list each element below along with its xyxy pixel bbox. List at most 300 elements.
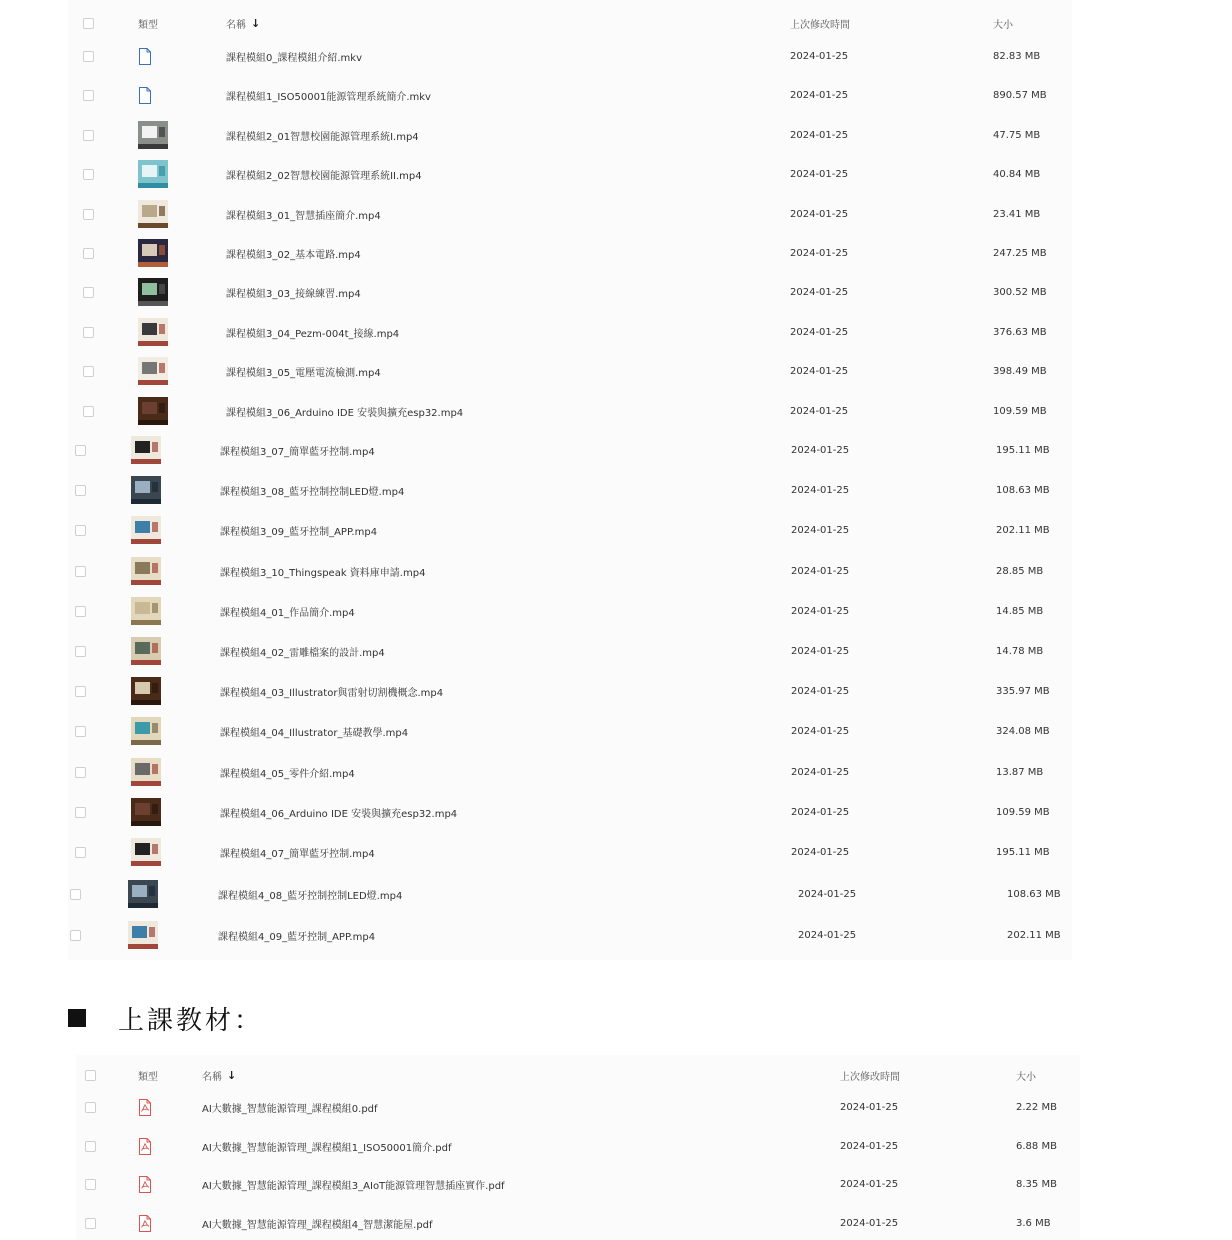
file-name-cell[interactable] xyxy=(220,716,408,746)
file-name-cell[interactable] xyxy=(220,676,443,706)
file-size-cell xyxy=(1007,879,1061,909)
video-thumbnail xyxy=(131,637,161,665)
file-name[interactable]: 課程模組3_09_藍牙控制_APP.mp4 xyxy=(220,526,378,538)
file-size-cell xyxy=(996,636,1043,666)
modified-date: 2024-01-25 xyxy=(790,129,849,141)
file-size-cell xyxy=(996,475,1050,505)
checkbox-box[interactable] xyxy=(85,1179,96,1190)
file-name[interactable]: 課程模組4_05_零件介紹.mp4 xyxy=(220,768,355,780)
table-row[interactable] xyxy=(68,920,1072,950)
table-row[interactable] xyxy=(68,159,1072,189)
modified-date: 2024-01-25 xyxy=(791,766,850,778)
modified-date-cell xyxy=(790,120,848,150)
video-thumbnail xyxy=(131,597,161,625)
type-cell xyxy=(138,159,168,189)
file-size: 202.11 MB xyxy=(996,524,1050,536)
checkbox-box[interactable] xyxy=(85,1070,96,1081)
modified-date-cell xyxy=(791,515,849,545)
row-checkbox[interactable] xyxy=(75,757,86,787)
type-cell xyxy=(131,475,161,505)
file-name-cell[interactable] xyxy=(220,797,457,827)
file-size-cell xyxy=(993,120,1040,150)
file-name-cell[interactable] xyxy=(220,596,355,626)
file-size-cell xyxy=(993,80,1047,110)
row-checkbox[interactable] xyxy=(83,317,94,347)
square-bullet-icon xyxy=(68,1009,86,1027)
table-row[interactable] xyxy=(68,636,1072,666)
row-checkbox[interactable] xyxy=(83,356,94,386)
table-row[interactable] xyxy=(68,277,1072,307)
table-row[interactable] xyxy=(68,797,1072,827)
file-size-cell xyxy=(993,356,1047,386)
file-name-cell[interactable] xyxy=(220,556,425,586)
file-name[interactable]: 課程模組3_10_Thingspeak 資料庫申請.mp4 xyxy=(220,567,426,579)
name-header-label: 名稱 xyxy=(202,1071,222,1083)
table-row[interactable] xyxy=(68,435,1072,465)
checkbox-box[interactable] xyxy=(70,889,81,900)
file-name[interactable]: 課程模組4_07_簡單藍牙控制.mp4 xyxy=(220,848,375,860)
video-thumbnail xyxy=(138,121,168,149)
row-checkbox[interactable] xyxy=(75,515,86,545)
modified-date: 2024-01-25 xyxy=(791,645,850,657)
table-row[interactable] xyxy=(68,475,1072,505)
table-row[interactable] xyxy=(68,396,1072,426)
file-name-cell[interactable] xyxy=(220,475,404,505)
table-row[interactable] xyxy=(68,716,1072,746)
row-checkbox[interactable] xyxy=(75,716,86,746)
table-row[interactable] xyxy=(68,317,1072,347)
video-thumbnail xyxy=(131,557,161,585)
file-name-cell[interactable] xyxy=(202,1208,433,1238)
file-name-cell[interactable] xyxy=(218,879,402,909)
table-row[interactable] xyxy=(68,837,1072,867)
file-size: 398.49 MB xyxy=(993,365,1047,377)
modified-date: 2024-01-25 xyxy=(790,89,849,101)
modified-date-cell xyxy=(791,716,849,746)
checkbox-box[interactable] xyxy=(83,209,94,220)
file-name[interactable]: 課程模組3_01_智慧插座簡介.mp4 xyxy=(226,210,381,222)
row-checkbox[interactable] xyxy=(85,1092,96,1122)
modified-date: 2024-01-25 xyxy=(790,365,849,377)
file-name[interactable]: 課程模組3_06_Arduino IDE 安裝與擴充esp32.mp4 xyxy=(226,407,464,419)
modified-date-cell xyxy=(790,41,848,71)
row-checkbox[interactable] xyxy=(83,159,94,189)
video-thumbnail xyxy=(131,476,161,504)
modified-column-header[interactable] xyxy=(790,8,850,38)
type-cell xyxy=(138,80,152,110)
modified-date: 2024-01-25 xyxy=(798,929,857,941)
table-row[interactable] xyxy=(68,556,1072,586)
file-size: 3.6 MB xyxy=(1016,1217,1051,1229)
row-checkbox[interactable] xyxy=(75,435,86,465)
modified-date-cell xyxy=(840,1208,898,1238)
type-header-label: 類型 xyxy=(138,19,158,31)
file-size: 8.35 MB xyxy=(1016,1178,1057,1190)
type-column-header[interactable] xyxy=(138,8,158,38)
checkbox-box[interactable] xyxy=(75,807,86,818)
type-cell xyxy=(131,556,161,586)
type-cell xyxy=(131,716,161,746)
file-size: 300.52 MB xyxy=(993,286,1047,298)
modified-date-cell xyxy=(798,879,856,909)
file-size: 890.57 MB xyxy=(993,89,1047,101)
row-checkbox[interactable] xyxy=(85,1208,96,1238)
video-thumbnail xyxy=(131,798,161,826)
table-row[interactable] xyxy=(68,356,1072,386)
checkbox-box[interactable] xyxy=(75,445,86,456)
file-name[interactable]: 課程模組4_09_藍牙控制_APP.mp4 xyxy=(218,931,376,943)
file-name[interactable]: 課程模組3_04_Pezm-004t_接線.mp4 xyxy=(226,328,400,340)
file-name-cell[interactable] xyxy=(226,120,419,150)
file-size-cell xyxy=(1007,920,1061,950)
checkbox-box[interactable] xyxy=(75,566,86,577)
checkbox-box[interactable] xyxy=(83,327,94,338)
modified-date: 2024-01-25 xyxy=(840,1140,899,1152)
checkbox-box[interactable] xyxy=(85,1141,96,1152)
modified-date: 2024-01-25 xyxy=(840,1101,899,1113)
checkbox-box[interactable] xyxy=(83,130,94,141)
file-name[interactable]: AI大數據_智慧能源管理_課程模組0.pdf xyxy=(202,1103,378,1115)
type-column-header[interactable] xyxy=(138,1060,158,1090)
type-cell xyxy=(138,277,168,307)
file-size: 40.84 MB xyxy=(993,168,1041,180)
file-icon xyxy=(138,47,152,66)
row-checkbox[interactable] xyxy=(85,1169,96,1199)
file-size: 14.78 MB xyxy=(996,645,1044,657)
size-header-label: 大小 xyxy=(993,19,1013,31)
modified-date-cell xyxy=(791,636,849,666)
modified-header-label: 上次修改時間 xyxy=(840,1071,900,1083)
modified-date-cell xyxy=(791,435,849,465)
pdf-icon xyxy=(138,1137,152,1156)
modified-date-cell xyxy=(791,475,849,505)
file-name[interactable]: 課程模組4_03_Illustrator與雷射切割機概念.mp4 xyxy=(220,687,444,699)
file-size: 108.63 MB xyxy=(1007,888,1061,900)
file-size: 202.11 MB xyxy=(1007,929,1061,941)
file-name[interactable]: 課程模組0_課程模組介紹.mkv xyxy=(226,52,362,64)
type-cell xyxy=(128,920,158,950)
file-size-cell xyxy=(996,435,1050,465)
file-size: 6.88 MB xyxy=(1016,1140,1057,1152)
type-cell xyxy=(138,1169,152,1199)
type-cell xyxy=(131,636,161,666)
modified-date: 2024-01-25 xyxy=(790,326,849,338)
modified-date: 2024-01-25 xyxy=(798,888,857,900)
file-name[interactable]: 課程模組4_01_作品簡介.mp4 xyxy=(220,607,355,619)
file-name[interactable]: 課程模組4_04_Illustrator_基礎教學.mp4 xyxy=(220,727,409,739)
modified-date-cell xyxy=(791,837,849,867)
checkbox-box[interactable] xyxy=(83,90,94,101)
file-name[interactable]: 課程模組4_02_雷雕檔案的設計.mp4 xyxy=(220,647,385,659)
video-thumbnail xyxy=(131,838,161,866)
modified-date: 2024-01-25 xyxy=(790,405,849,417)
row-checkbox[interactable] xyxy=(70,920,81,950)
row-checkbox[interactable] xyxy=(83,199,94,229)
checkbox-box[interactable] xyxy=(75,646,86,657)
video-thumbnail xyxy=(138,318,168,346)
checkbox-box[interactable] xyxy=(75,726,86,737)
checkbox-box[interactable] xyxy=(70,930,81,941)
file-size-cell xyxy=(996,797,1050,827)
file-size-cell xyxy=(1016,1131,1057,1161)
file-name[interactable]: 課程模組1_ISO50001能源管理系統簡介.mkv xyxy=(226,91,431,103)
video-thumbnail xyxy=(138,160,168,188)
modified-date-cell xyxy=(791,676,849,706)
modified-date-cell xyxy=(790,317,848,347)
type-cell xyxy=(138,1092,152,1122)
file-name[interactable]: 課程模組4_06_Arduino IDE 安裝與擴充esp32.mp4 xyxy=(220,808,458,820)
modified-date-cell xyxy=(790,159,848,189)
select-all-checkbox[interactable] xyxy=(83,8,94,38)
file-name-cell[interactable] xyxy=(220,636,385,666)
file-size: 195.11 MB xyxy=(996,846,1050,858)
table-row[interactable] xyxy=(68,676,1072,706)
type-cell xyxy=(131,596,161,626)
file-name-cell[interactable] xyxy=(226,199,381,229)
checkbox-box[interactable] xyxy=(75,525,86,536)
sort-descending-icon[interactable]: ↓ xyxy=(251,16,261,30)
video-thumbnail xyxy=(131,516,161,544)
video-thumbnail xyxy=(131,677,161,705)
modified-date: 2024-01-25 xyxy=(791,484,850,496)
row-checkbox[interactable] xyxy=(75,636,86,666)
file-size-cell xyxy=(993,238,1047,268)
file-name-cell[interactable] xyxy=(202,1092,378,1122)
modified-date-cell xyxy=(791,556,849,586)
checkbox-box[interactable] xyxy=(85,1102,96,1113)
name-header-label: 名稱 xyxy=(226,19,246,31)
file-name-cell[interactable] xyxy=(202,1131,452,1161)
row-checkbox[interactable] xyxy=(75,556,86,586)
checkbox-box[interactable] xyxy=(83,18,94,29)
row-checkbox[interactable] xyxy=(83,41,94,71)
type-cell xyxy=(138,356,168,386)
file-size: 14.85 MB xyxy=(996,605,1044,617)
modified-date-cell xyxy=(790,277,848,307)
file-name[interactable]: 課程模組3_03_接線練習.mp4 xyxy=(226,288,361,300)
table-row[interactable] xyxy=(76,1092,1080,1122)
checkbox-box[interactable] xyxy=(75,847,86,858)
checkbox-box[interactable] xyxy=(83,287,94,298)
file-size-cell xyxy=(1016,1092,1057,1122)
document-file-list xyxy=(76,1055,1080,1240)
table-row[interactable] xyxy=(68,41,1072,71)
row-checkbox[interactable] xyxy=(75,797,86,827)
video-thumbnail xyxy=(128,921,158,949)
file-size: 108.63 MB xyxy=(996,484,1050,496)
file-size-cell xyxy=(993,159,1040,189)
file-name-cell[interactable] xyxy=(218,920,375,950)
modified-date-cell xyxy=(791,596,849,626)
select-all-checkbox[interactable] xyxy=(85,1060,96,1090)
table-row[interactable] xyxy=(68,596,1072,626)
checkbox-box[interactable] xyxy=(83,366,94,377)
section-heading-text: 上課教材： xyxy=(118,1005,264,1036)
row-checkbox[interactable] xyxy=(75,475,86,505)
table-row[interactable] xyxy=(68,879,1072,909)
file-name-cell[interactable] xyxy=(220,515,377,545)
modified-date-cell xyxy=(790,356,848,386)
file-size-cell xyxy=(996,596,1043,626)
modified-date-cell xyxy=(840,1169,898,1199)
file-name[interactable]: 課程模組3_07_簡單藍牙控制.mp4 xyxy=(220,446,375,458)
type-cell xyxy=(131,837,161,867)
file-size-cell xyxy=(993,277,1047,307)
type-cell xyxy=(131,435,161,465)
file-name[interactable]: 課程模組3_08_藍牙控制控制LED燈.mp4 xyxy=(220,486,405,498)
video-thumbnail xyxy=(138,397,168,425)
table-header xyxy=(68,8,1072,38)
table-row[interactable] xyxy=(76,1208,1080,1238)
section-heading xyxy=(68,998,263,1038)
file-size: 13.87 MB xyxy=(996,766,1044,778)
size-header-label: 大小 xyxy=(1016,1071,1036,1083)
row-checkbox[interactable] xyxy=(85,1131,96,1161)
modified-column-header[interactable] xyxy=(840,1060,900,1090)
table-row[interactable] xyxy=(76,1131,1080,1161)
file-name[interactable]: AI大數據_智慧能源管理_課程模組4_智慧潔能屋.pdf xyxy=(202,1219,433,1231)
row-checkbox[interactable] xyxy=(83,120,94,150)
checkbox-box[interactable] xyxy=(83,169,94,180)
file-name-cell[interactable] xyxy=(220,435,375,465)
file-name[interactable]: 課程模組2_02智慧校園能源管理系統II.mp4 xyxy=(226,170,422,182)
file-size: 47.75 MB xyxy=(993,129,1041,141)
modified-header-label: 上次修改時間 xyxy=(790,19,850,31)
modified-date: 2024-01-25 xyxy=(790,247,849,259)
row-checkbox[interactable] xyxy=(83,396,94,426)
modified-date: 2024-01-25 xyxy=(791,565,850,577)
row-checkbox[interactable] xyxy=(75,596,86,626)
file-name[interactable]: AI大數據_智慧能源管理_課程模組3_AIoT能源管理智慧插座實作.pdf xyxy=(202,1180,505,1192)
table-row[interactable] xyxy=(76,1169,1080,1199)
file-name-cell[interactable] xyxy=(226,159,422,189)
pdf-icon xyxy=(138,1098,152,1117)
type-cell xyxy=(138,120,168,150)
file-name-cell[interactable] xyxy=(226,41,362,71)
modified-date-cell xyxy=(840,1131,898,1161)
modified-date: 2024-01-25 xyxy=(840,1178,899,1190)
file-name[interactable]: AI大數據_智慧能源管理_課程模組1_ISO50001簡介.pdf xyxy=(202,1142,452,1154)
file-name-cell[interactable] xyxy=(226,317,399,347)
table-header xyxy=(76,1060,1080,1090)
file-size: 376.63 MB xyxy=(993,326,1047,338)
file-size: 109.59 MB xyxy=(996,806,1050,818)
video-thumbnail xyxy=(138,357,168,385)
file-name-cell[interactable] xyxy=(226,277,361,307)
file-name[interactable]: 課程模組3_05_電壓電流檢測.mp4 xyxy=(226,367,381,379)
modified-date: 2024-01-25 xyxy=(791,685,850,697)
table-row[interactable] xyxy=(68,80,1072,110)
checkbox-box[interactable] xyxy=(83,51,94,62)
file-size: 324.08 MB xyxy=(996,725,1050,737)
table-row[interactable] xyxy=(68,757,1072,787)
type-cell xyxy=(131,757,161,787)
row-checkbox[interactable] xyxy=(83,238,94,268)
type-cell xyxy=(138,199,168,229)
checkbox-box[interactable] xyxy=(75,606,86,617)
modified-date: 2024-01-25 xyxy=(790,208,849,220)
file-name-cell[interactable] xyxy=(202,1169,505,1199)
file-size-cell xyxy=(1016,1169,1057,1199)
file-size-cell xyxy=(996,716,1050,746)
file-size-cell xyxy=(1016,1208,1051,1238)
checkbox-box[interactable] xyxy=(75,686,86,697)
file-size: 109.59 MB xyxy=(993,405,1047,417)
modified-date: 2024-01-25 xyxy=(791,524,850,536)
type-cell xyxy=(131,797,161,827)
file-name-cell[interactable] xyxy=(226,238,361,268)
row-checkbox[interactable] xyxy=(75,676,86,706)
file-name[interactable]: 課程模組3_02_基本電路.mp4 xyxy=(226,249,361,261)
modified-date: 2024-01-25 xyxy=(791,846,850,858)
file-size: 28.85 MB xyxy=(996,565,1044,577)
modified-date-cell xyxy=(791,797,849,827)
row-checkbox[interactable] xyxy=(83,80,94,110)
video-thumbnail xyxy=(131,758,161,786)
file-size-cell xyxy=(996,515,1050,545)
type-cell xyxy=(138,1131,152,1161)
video-thumbnail xyxy=(128,880,158,908)
name-column-header[interactable] xyxy=(202,1060,236,1090)
type-header-label: 類型 xyxy=(138,1071,158,1083)
file-name-cell[interactable] xyxy=(226,356,381,386)
file-size: 195.11 MB xyxy=(996,444,1050,456)
type-cell xyxy=(128,879,158,909)
file-size-cell xyxy=(996,837,1050,867)
table-row[interactable] xyxy=(68,238,1072,268)
video-file-list xyxy=(68,0,1072,960)
video-thumbnail xyxy=(131,436,161,464)
modified-date-cell xyxy=(790,199,848,229)
file-name-cell[interactable] xyxy=(226,396,463,426)
modified-date: 2024-01-25 xyxy=(791,725,850,737)
file-name-cell[interactable] xyxy=(220,757,355,787)
file-name[interactable]: 課程模組4_08_藍牙控制控制LED燈.mp4 xyxy=(218,890,403,902)
sort-descending-icon[interactable]: ↓ xyxy=(227,1068,237,1082)
type-cell xyxy=(138,396,168,426)
checkbox-box[interactable] xyxy=(75,767,86,778)
modified-date-cell xyxy=(790,80,848,110)
type-cell xyxy=(138,1208,152,1238)
size-column-header[interactable] xyxy=(993,8,1013,38)
table-row[interactable] xyxy=(68,515,1072,545)
file-name[interactable]: 課程模組2_01智慧校園能源管理系統I.mp4 xyxy=(226,131,419,143)
size-column-header[interactable] xyxy=(1016,1060,1036,1090)
row-checkbox[interactable] xyxy=(75,837,86,867)
checkbox-box[interactable] xyxy=(75,485,86,496)
type-cell xyxy=(138,238,168,268)
name-column-header[interactable] xyxy=(226,8,260,38)
row-checkbox[interactable] xyxy=(70,879,81,909)
table-row[interactable] xyxy=(68,199,1072,229)
video-thumbnail xyxy=(138,278,168,306)
file-size: 23.41 MB xyxy=(993,208,1041,220)
row-checkbox[interactable] xyxy=(83,277,94,307)
table-row[interactable] xyxy=(68,120,1072,150)
file-size: 247.25 MB xyxy=(993,247,1047,259)
modified-date: 2024-01-25 xyxy=(791,444,850,456)
checkbox-box[interactable] xyxy=(83,406,94,417)
video-thumbnail xyxy=(138,239,168,267)
modified-date: 2024-01-25 xyxy=(790,50,849,62)
file-size-cell xyxy=(993,317,1047,347)
checkbox-box[interactable] xyxy=(85,1218,96,1229)
file-name-cell[interactable] xyxy=(220,837,375,867)
video-thumbnail xyxy=(138,200,168,228)
file-name-cell[interactable] xyxy=(226,80,431,110)
checkbox-box[interactable] xyxy=(83,248,94,259)
modified-date-cell xyxy=(790,396,848,426)
